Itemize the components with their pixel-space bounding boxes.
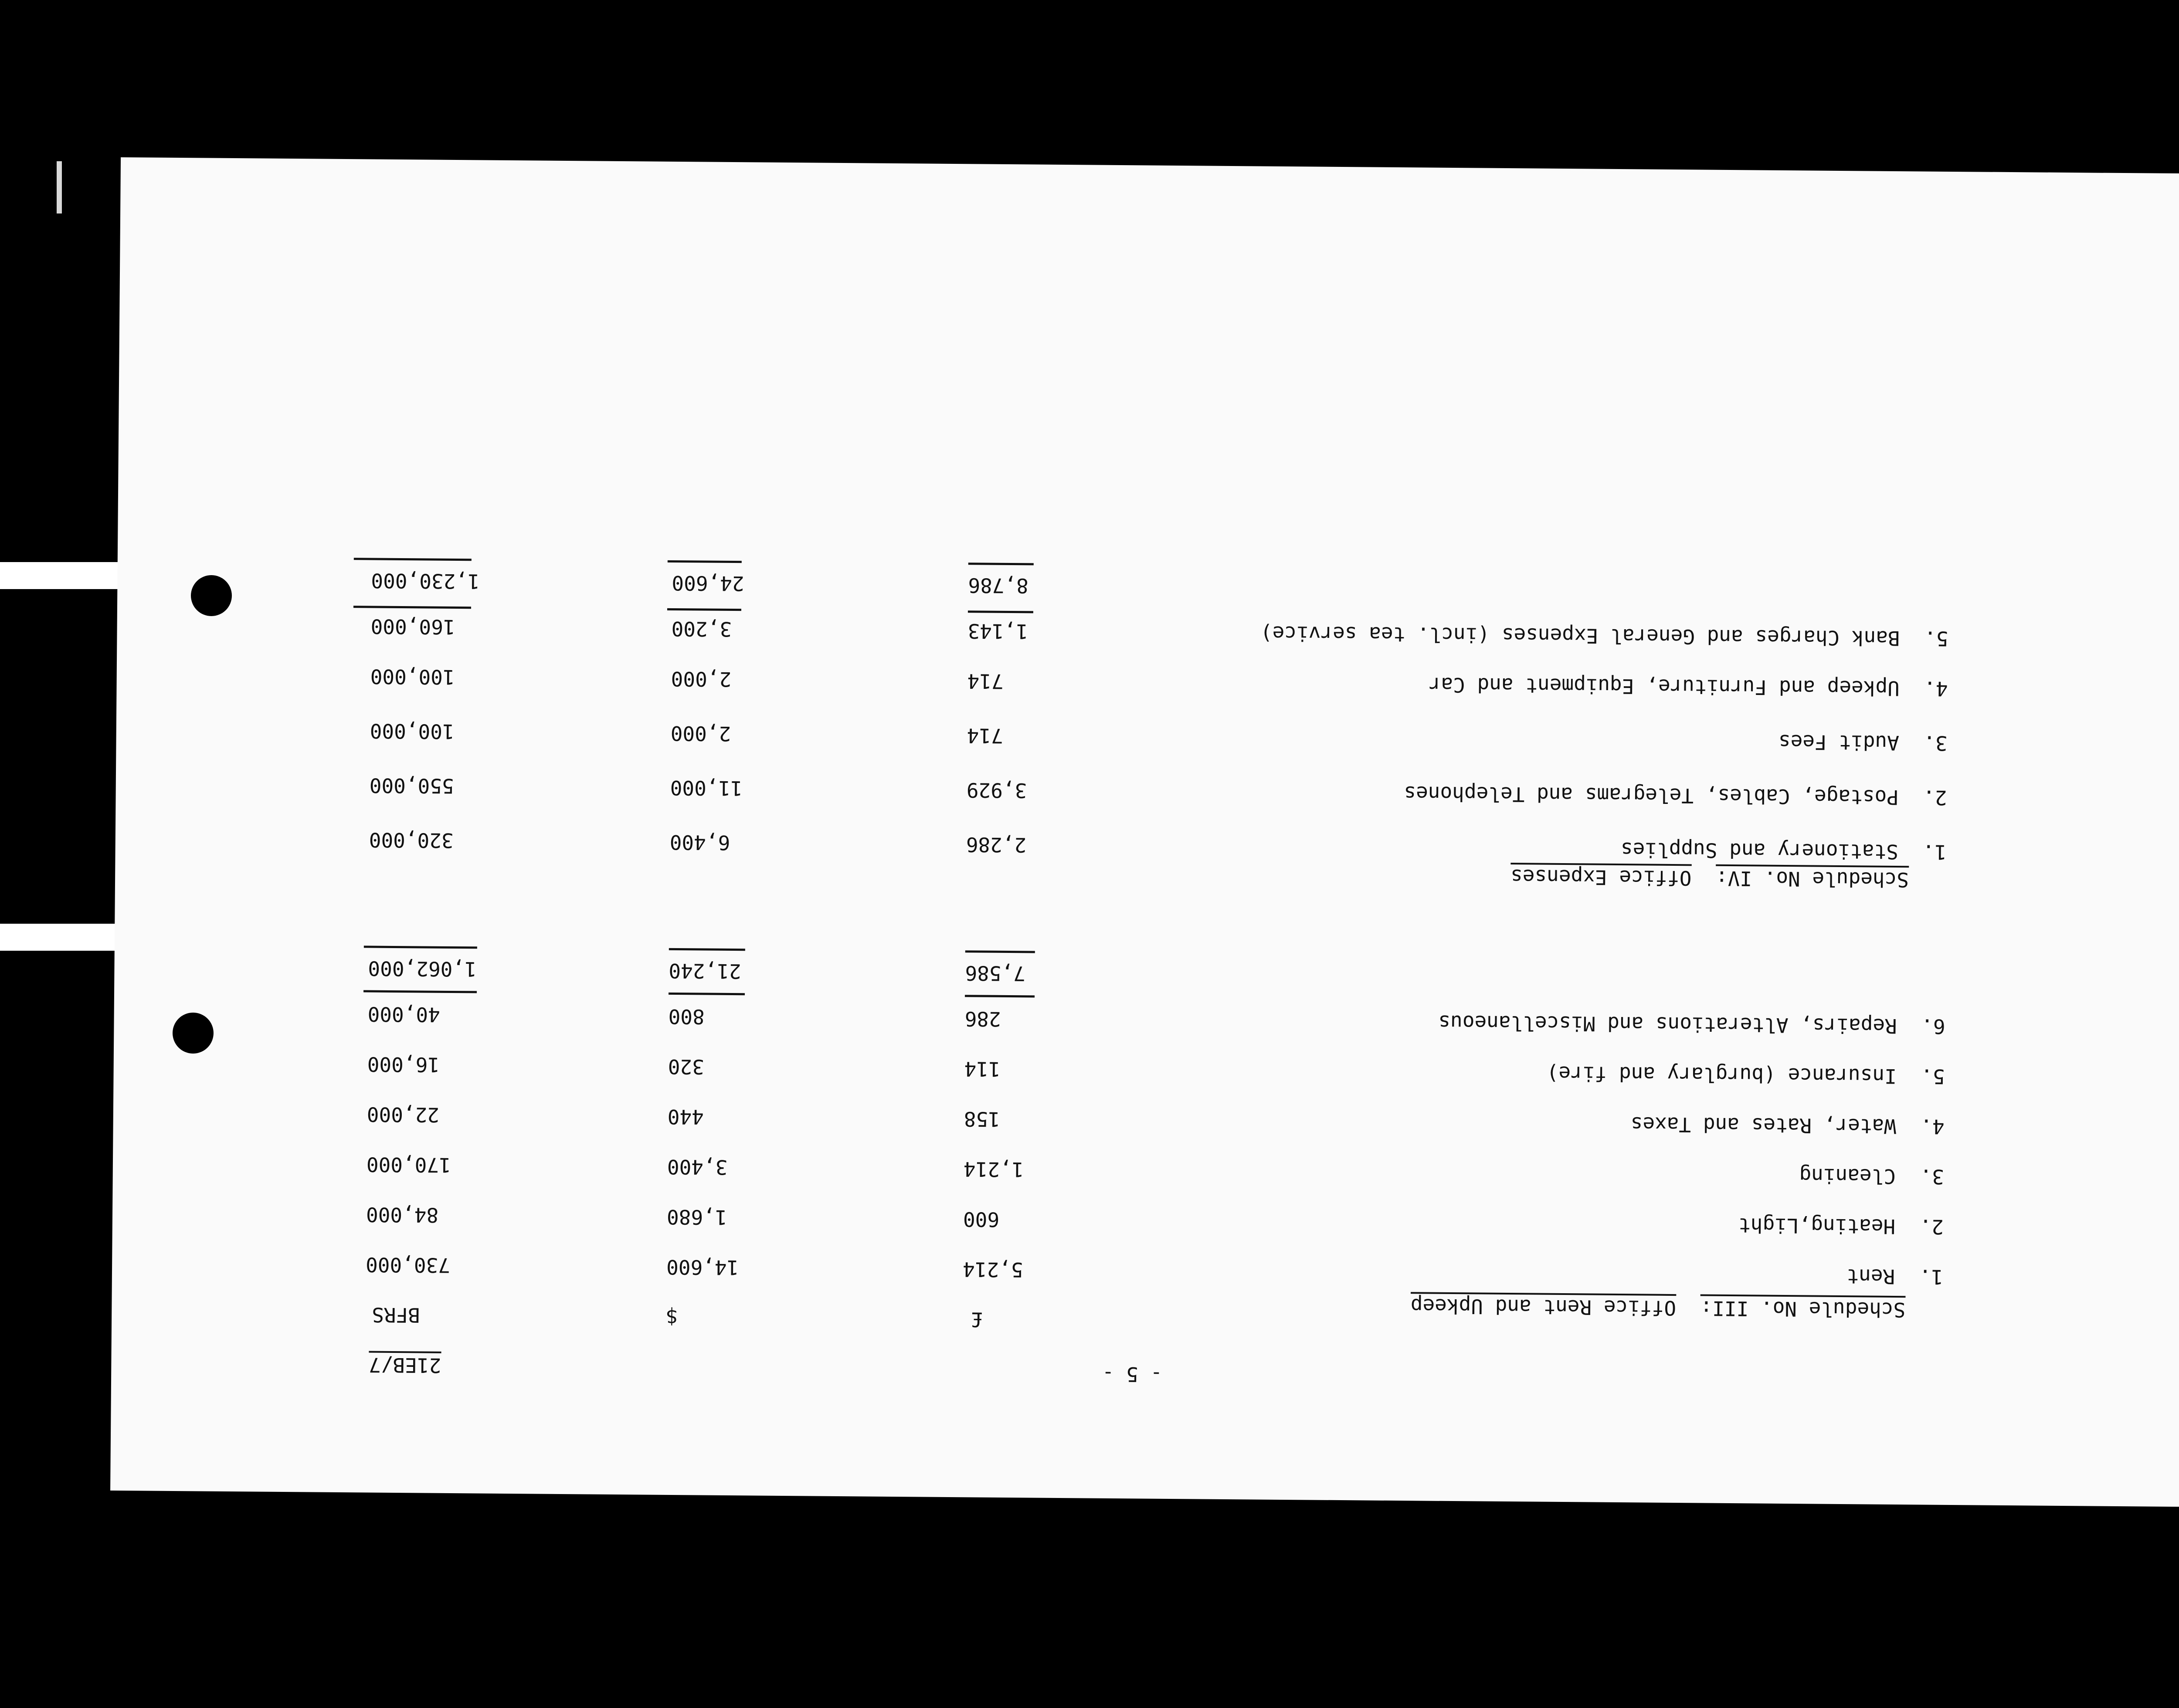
row-pounds: 714 — [967, 724, 1004, 748]
row-dollars: 800 — [668, 1004, 705, 1029]
row-dollars: 320 — [668, 1054, 705, 1079]
row-bfrs: 730,000 — [365, 1253, 451, 1277]
row-bfrs: 160,000 — [370, 614, 455, 639]
row-dollars: 14,600 — [666, 1255, 739, 1280]
row-bfrs: 100,000 — [370, 719, 455, 744]
total-dollars: 24,600 — [672, 571, 744, 596]
row-pounds: 5,214 — [962, 1257, 1023, 1282]
column-header-dollars: $ — [666, 1305, 679, 1329]
row-dollars: 6,400 — [669, 830, 730, 854]
row-item: 5. Insurance (burglary and fire) — [1546, 1061, 1945, 1088]
row-pounds: 714 — [967, 669, 1004, 693]
row-item: 3. Cleaning — [1799, 1164, 1945, 1189]
row-bfrs: 22,000 — [367, 1102, 440, 1127]
row-pounds: 1,143 — [967, 619, 1028, 644]
subtotal-rule-pounds — [965, 995, 1035, 997]
schedule-iii-label-text: Schedule No. III: — [1700, 1296, 1906, 1322]
row-item: 1. Stationery and Supplies — [1620, 838, 1947, 864]
total-rule-pounds — [968, 563, 1034, 565]
typed-page — [110, 157, 2179, 1507]
row-item: 3. Audit Fees — [1778, 730, 1948, 755]
document-sheet — [110, 157, 2179, 1507]
film-edge-mark — [57, 161, 62, 214]
row-pounds: 114 — [964, 1057, 1001, 1081]
row-bfrs: 40,000 — [367, 1002, 441, 1027]
total-dollars: 21,240 — [669, 959, 741, 983]
total-pounds: 7,586 — [965, 961, 1026, 986]
row-item: 2. Postage, Cables, Telegrams and Telephones — [1404, 782, 1947, 810]
row-bfrs: 550,000 — [369, 773, 454, 798]
total-rule-bfrs — [354, 558, 472, 561]
page-number: - 5 - — [1102, 1362, 1163, 1386]
total-rule-bfrs — [364, 946, 477, 949]
schedule-iii-title: Office Rent and Upkeep — [1410, 1294, 1677, 1320]
row-item: 6. Repairs, Alterations and Miscellaneous — [1438, 1010, 1945, 1038]
total-rule-dollars — [668, 560, 742, 563]
row-dollars: 3,200 — [671, 617, 732, 641]
total-rule-dollars — [669, 948, 745, 951]
row-bfrs: 320,000 — [369, 828, 454, 852]
total-pounds: 8,786 — [968, 573, 1029, 598]
binding-strip-left-lower — [0, 924, 131, 951]
row-pounds: 3,929 — [966, 778, 1027, 803]
total-bfrs: 1,062,000 — [368, 956, 477, 981]
row-item: 2. Heating,Light — [1738, 1213, 1944, 1239]
row-pounds: 286 — [964, 1007, 1001, 1031]
row-bfrs: 170,000 — [366, 1152, 451, 1177]
punch-hole-lower — [173, 1013, 214, 1054]
total-rule-pounds — [965, 950, 1035, 953]
row-bfrs: 84,000 — [366, 1203, 439, 1227]
row-pounds: 158 — [964, 1107, 1001, 1131]
schedule-iv-label-text: Schedule No. IV: — [1715, 866, 1909, 892]
row-bfrs: 16,000 — [367, 1052, 440, 1077]
schedule-iv-title: Office Expenses — [1510, 865, 1692, 890]
row-bfrs: 100,000 — [370, 664, 455, 689]
row-item: 1. Rent — [1846, 1264, 1944, 1289]
row-item: 4. Water, Rates and Taxes — [1630, 1112, 1945, 1139]
subtotal-rule-bfrs — [353, 606, 471, 609]
row-dollars: 2,000 — [671, 667, 732, 691]
row-pounds: 600 — [963, 1207, 1000, 1231]
subtotal-rule-pounds — [968, 610, 1033, 613]
row-dollars: 1,680 — [666, 1205, 727, 1229]
row-dollars: 2,000 — [670, 721, 731, 746]
row-item: 5. Bank Charges and General Expenses (incl. tea service) — [1260, 621, 1948, 651]
column-header-pounds: £ — [971, 1308, 984, 1332]
binding-strip-left-upper — [0, 562, 131, 589]
subtotal-rule-bfrs — [363, 990, 477, 993]
row-item: 4. Upkeep and Furniture, Equipment and Car — [1429, 673, 1948, 701]
row-dollars: 3,400 — [667, 1155, 728, 1179]
punch-hole-upper — [191, 575, 232, 616]
document-reference: 21EB/7 — [368, 1353, 441, 1377]
subtotal-rule-dollars — [667, 608, 741, 611]
total-bfrs: 1,230,000 — [371, 569, 480, 593]
row-dollars: 11,000 — [670, 776, 743, 800]
subtotal-rule-dollars — [669, 993, 745, 995]
row-dollars: 440 — [667, 1105, 704, 1129]
row-pounds: 1,214 — [963, 1157, 1024, 1182]
row-pounds: 2,286 — [966, 833, 1027, 857]
column-header-bfrs: BFRS — [372, 1303, 421, 1327]
